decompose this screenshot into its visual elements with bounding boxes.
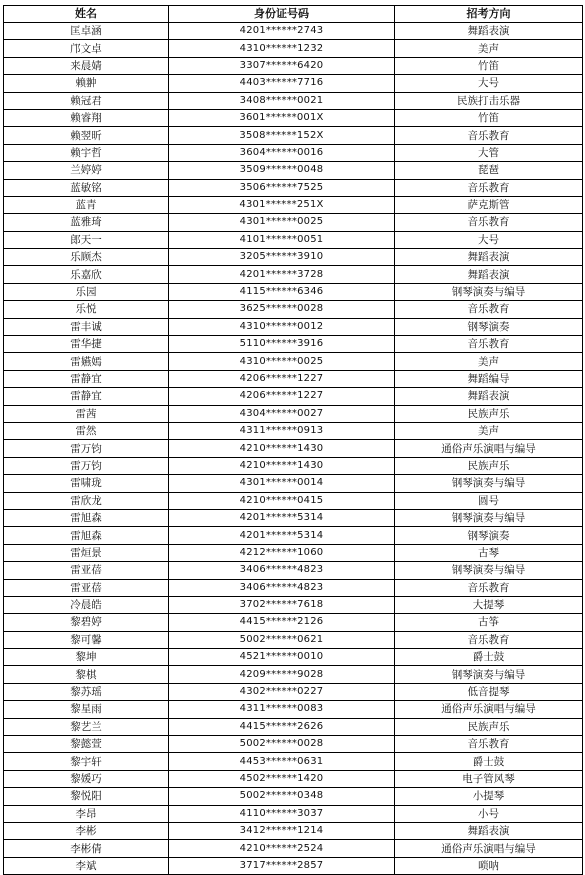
cell-name: 赖宇哲	[4, 144, 169, 161]
cell-id: 4210******0415	[169, 492, 395, 509]
table-row	[4, 353, 583, 370]
cell-direction: 爵士鼓	[395, 753, 583, 770]
cell-id: 5002******0348	[169, 788, 395, 805]
table-row	[4, 649, 583, 666]
cell-id: 4110******3037	[169, 805, 395, 822]
cell-direction: 民族声乐	[395, 718, 583, 735]
cell-id: 4209******9028	[169, 666, 395, 683]
cell-direction: 琵琶	[395, 162, 583, 179]
table-row	[4, 857, 583, 874]
cell-name: 雷丰诚	[4, 318, 169, 335]
cell-direction: 音乐教育	[395, 336, 583, 353]
cell-name: 乐嘉欣	[4, 266, 169, 283]
cell-id: 4403******7716	[169, 75, 395, 92]
cell-id: 3408******0021	[169, 92, 395, 109]
table-row	[4, 40, 583, 57]
cell-id: 4115******6346	[169, 283, 395, 300]
header-id: 身份证号码	[169, 6, 395, 23]
cell-name: 来晨婧	[4, 57, 169, 74]
cell-name: 雷亚蓓	[4, 562, 169, 579]
cell-direction: 小提琴	[395, 788, 583, 805]
table-row	[4, 683, 583, 700]
cell-direction: 爵士鼓	[395, 649, 583, 666]
cell-name: 黎苏瑶	[4, 683, 169, 700]
table-row	[4, 405, 583, 422]
cell-name: 雷啸珑	[4, 475, 169, 492]
cell-direction: 舞蹈表演	[395, 388, 583, 405]
cell-name: 李昂	[4, 805, 169, 822]
cell-direction: 大号	[395, 75, 583, 92]
cell-direction: 圆号	[395, 492, 583, 509]
table-row	[4, 336, 583, 353]
table-row	[4, 370, 583, 387]
cell-name: 黎棋	[4, 666, 169, 683]
cell-name: 雷华捷	[4, 336, 169, 353]
cell-id: 4304******0027	[169, 405, 395, 422]
table-row	[4, 822, 583, 839]
table-row	[4, 562, 583, 579]
cell-name: 赖冠君	[4, 92, 169, 109]
table-row	[4, 127, 583, 144]
cell-direction: 钢琴演奏与编导	[395, 509, 583, 526]
cell-direction: 音乐教育	[395, 214, 583, 231]
cell-id: 4301******0025	[169, 214, 395, 231]
cell-id: 3307******6420	[169, 57, 395, 74]
cell-id: 3205******3910	[169, 249, 395, 266]
cell-id: 3625******0028	[169, 301, 395, 318]
cell-direction: 大提琴	[395, 596, 583, 613]
cell-direction: 竹笛	[395, 109, 583, 126]
cell-id: 4210******1430	[169, 457, 395, 474]
cell-name: 雷然	[4, 422, 169, 439]
cell-id: 4311******0913	[169, 422, 395, 439]
cell-direction: 钢琴演奏与编导	[395, 475, 583, 492]
table-row	[4, 718, 583, 735]
cell-name: 乐悦	[4, 301, 169, 318]
cell-name: 匡卓涵	[4, 23, 169, 40]
cell-direction: 通俗声乐演唱与编导	[395, 701, 583, 718]
cell-direction: 美声	[395, 40, 583, 57]
cell-id: 3509******0048	[169, 162, 395, 179]
cell-id: 3508******152X	[169, 127, 395, 144]
header-name: 姓名	[4, 6, 169, 23]
cell-id: 4201******5314	[169, 527, 395, 544]
table-row	[4, 736, 583, 753]
table-row	[4, 475, 583, 492]
cell-id: 4101******0051	[169, 231, 395, 248]
cell-direction: 钢琴演奏与编导	[395, 666, 583, 683]
table-row	[4, 75, 583, 92]
cell-id: 4415******2626	[169, 718, 395, 735]
cell-name: 李彬倩	[4, 840, 169, 857]
cell-name: 黎宇轩	[4, 753, 169, 770]
cell-name: 蓝青	[4, 196, 169, 213]
cell-direction: 音乐教育	[395, 579, 583, 596]
table-row	[4, 301, 583, 318]
cell-name: 黎艺兰	[4, 718, 169, 735]
cell-direction: 民族打击乐器	[395, 92, 583, 109]
cell-name: 蓝雅琦	[4, 214, 169, 231]
cell-id: 3601******001X	[169, 109, 395, 126]
table-row	[4, 579, 583, 596]
cell-direction: 小号	[395, 805, 583, 822]
cell-id: 5110******3916	[169, 336, 395, 353]
table-row	[4, 283, 583, 300]
cell-id: 4201******2743	[169, 23, 395, 40]
cell-direction: 低音提琴	[395, 683, 583, 700]
table-row	[4, 544, 583, 561]
cell-id: 4302******0227	[169, 683, 395, 700]
candidate-table	[3, 5, 583, 875]
cell-direction: 舞蹈编导	[395, 370, 583, 387]
table-row	[4, 388, 583, 405]
cell-name: 黎媛巧	[4, 770, 169, 787]
cell-direction: 萨克斯管	[395, 196, 583, 213]
cell-name: 赖翀	[4, 75, 169, 92]
cell-id: 4521******0010	[169, 649, 395, 666]
table-row	[4, 318, 583, 335]
table-row	[4, 701, 583, 718]
cell-name: 冷晨皓	[4, 596, 169, 613]
cell-name: 赖睿翔	[4, 109, 169, 126]
cell-name: 黎悦阳	[4, 788, 169, 805]
table-row	[4, 614, 583, 631]
cell-name: 雷万钧	[4, 440, 169, 457]
table-row	[4, 527, 583, 544]
cell-direction: 音乐教育	[395, 179, 583, 196]
cell-direction: 舞蹈表演	[395, 822, 583, 839]
cell-id: 3412******1214	[169, 822, 395, 839]
cell-direction: 钢琴演奏与编导	[395, 562, 583, 579]
table-row	[4, 109, 583, 126]
table-row	[4, 162, 583, 179]
table-row	[4, 92, 583, 109]
cell-id: 4210******2524	[169, 840, 395, 857]
cell-name: 雷旭森	[4, 509, 169, 526]
table-row	[4, 266, 583, 283]
table-row	[4, 249, 583, 266]
cell-id: 3406******4823	[169, 579, 395, 596]
table-row	[4, 492, 583, 509]
cell-id: 4206******1227	[169, 388, 395, 405]
cell-direction: 钢琴演奏	[395, 318, 583, 335]
cell-id: 4453******0631	[169, 753, 395, 770]
cell-name: 邝文卓	[4, 40, 169, 57]
cell-name: 李斌	[4, 857, 169, 874]
cell-name: 雷烜景	[4, 544, 169, 561]
cell-id: 3406******4823	[169, 562, 395, 579]
table-row	[4, 440, 583, 457]
cell-name: 雷茜	[4, 405, 169, 422]
cell-name: 雷嬿嫣	[4, 353, 169, 370]
table-row	[4, 596, 583, 613]
table-row	[4, 23, 583, 40]
table-row	[4, 196, 583, 213]
cell-name: 雷旭森	[4, 527, 169, 544]
cell-direction: 美声	[395, 422, 583, 439]
table-row	[4, 631, 583, 648]
cell-name: 雷静宜	[4, 370, 169, 387]
cell-direction: 舞蹈表演	[395, 23, 583, 40]
cell-direction: 舞蹈表演	[395, 249, 583, 266]
cell-name: 郎天一	[4, 231, 169, 248]
cell-id: 4310******0025	[169, 353, 395, 370]
table-row	[4, 788, 583, 805]
cell-id: 4201******5314	[169, 509, 395, 526]
table-row	[4, 457, 583, 474]
cell-name: 黎碧婷	[4, 614, 169, 631]
cell-id: 4502******1420	[169, 770, 395, 787]
cell-name: 黎可馨	[4, 631, 169, 648]
cell-name: 黎懿萱	[4, 736, 169, 753]
cell-name: 黎星雨	[4, 701, 169, 718]
cell-id: 4310******0012	[169, 318, 395, 335]
table-row	[4, 231, 583, 248]
cell-direction: 竹笛	[395, 57, 583, 74]
cell-id: 3506******7525	[169, 179, 395, 196]
cell-name: 乐园	[4, 283, 169, 300]
cell-direction: 通俗声乐演唱与编导	[395, 440, 583, 457]
table-header-row	[4, 6, 583, 23]
cell-direction: 舞蹈表演	[395, 266, 583, 283]
cell-id: 3717******2857	[169, 857, 395, 874]
cell-direction: 古琴	[395, 544, 583, 561]
cell-direction: 美声	[395, 353, 583, 370]
cell-name: 黎坤	[4, 649, 169, 666]
cell-id: 4210******1430	[169, 440, 395, 457]
cell-direction: 钢琴演奏	[395, 527, 583, 544]
cell-direction: 古筝	[395, 614, 583, 631]
cell-name: 兰婷婷	[4, 162, 169, 179]
cell-name: 乐顾杰	[4, 249, 169, 266]
table-row	[4, 666, 583, 683]
cell-direction: 通俗声乐演唱与编导	[395, 840, 583, 857]
cell-id: 3604******0016	[169, 144, 395, 161]
cell-name: 雷亚蓓	[4, 579, 169, 596]
cell-direction: 唢呐	[395, 857, 583, 874]
cell-name: 雷万钧	[4, 457, 169, 474]
cell-id: 5002******0028	[169, 736, 395, 753]
cell-id: 4212******1060	[169, 544, 395, 561]
cell-direction: 民族声乐	[395, 405, 583, 422]
cell-direction: 音乐教育	[395, 127, 583, 144]
cell-name: 赖翌昕	[4, 127, 169, 144]
cell-direction: 钢琴演奏与编导	[395, 283, 583, 300]
cell-id: 4301******0014	[169, 475, 395, 492]
table-row	[4, 805, 583, 822]
header-direction: 招考方向	[395, 6, 583, 23]
cell-id: 4310******1232	[169, 40, 395, 57]
cell-direction: 音乐教育	[395, 301, 583, 318]
table-row	[4, 422, 583, 439]
cell-direction: 音乐教育	[395, 736, 583, 753]
cell-name: 蓝敏铭	[4, 179, 169, 196]
cell-id: 5002******0621	[169, 631, 395, 648]
cell-direction: 大管	[395, 144, 583, 161]
cell-direction: 大号	[395, 231, 583, 248]
table-row	[4, 770, 583, 787]
cell-id: 4206******1227	[169, 370, 395, 387]
table-row	[4, 509, 583, 526]
cell-name: 李彬	[4, 822, 169, 839]
cell-id: 4301******251X	[169, 196, 395, 213]
cell-name: 雷欣龙	[4, 492, 169, 509]
cell-id: 3702******7618	[169, 596, 395, 613]
table-row	[4, 753, 583, 770]
cell-id: 4311******0083	[169, 701, 395, 718]
cell-direction: 民族声乐	[395, 457, 583, 474]
cell-direction: 音乐教育	[395, 631, 583, 648]
table-row	[4, 840, 583, 857]
table-row	[4, 179, 583, 196]
cell-id: 4201******3728	[169, 266, 395, 283]
cell-name: 雷静宜	[4, 388, 169, 405]
table-row	[4, 214, 583, 231]
table-row	[4, 144, 583, 161]
cell-id: 4415******2126	[169, 614, 395, 631]
table-row	[4, 57, 583, 74]
cell-direction: 电子管风琴	[395, 770, 583, 787]
table-body	[4, 23, 583, 875]
